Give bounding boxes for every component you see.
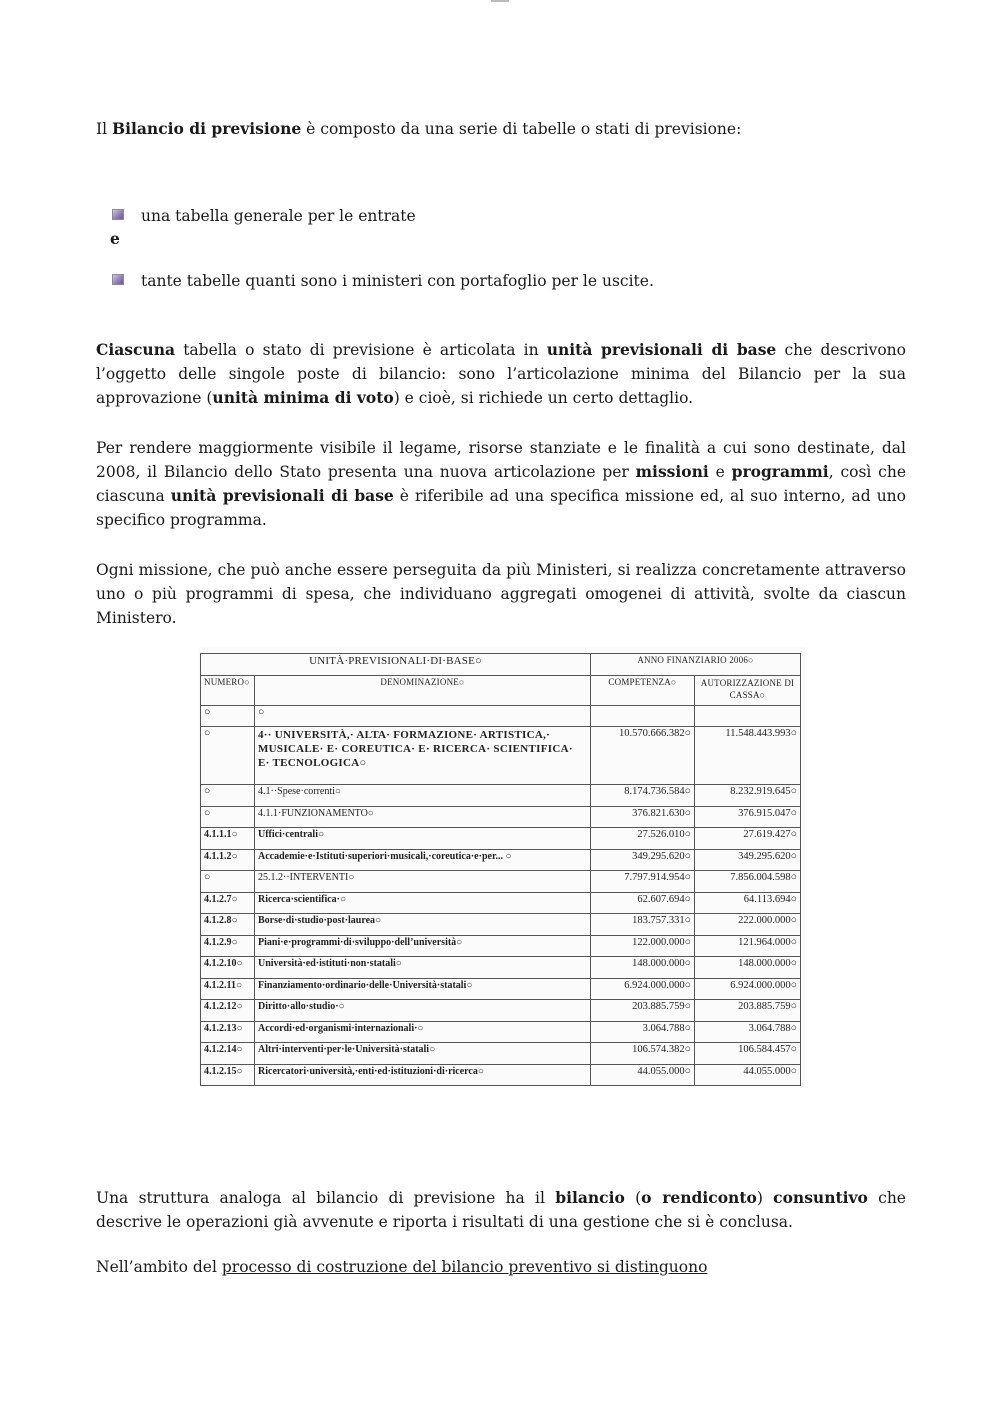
cell-comp: 148.000.000○ xyxy=(591,957,695,979)
budget-table xyxy=(200,653,801,1086)
cell-comp: 27.526.010○ xyxy=(591,828,695,850)
conjunction-label: e xyxy=(110,229,120,248)
cell-code: 4.1.2.10○ xyxy=(201,957,255,979)
text-span: ) e cioè, si richiede un certo dettaglio. xyxy=(393,389,694,407)
cell-code: 4.1.2.11○ xyxy=(201,978,255,1000)
cell-comp: 122.000.000○ xyxy=(591,935,695,957)
col-competenza: COMPETENZA○ xyxy=(591,675,695,705)
bold-term: missioni xyxy=(635,462,709,481)
table-subheader-row xyxy=(201,675,801,705)
table-row xyxy=(201,806,801,828)
paragraph-processo xyxy=(96,1255,906,1279)
cell-comp: 8.174.736.584○ xyxy=(591,785,695,807)
cell-code: 4.1.2.9○ xyxy=(201,935,255,957)
cell-comp: 6.924.000.000○ xyxy=(591,978,695,1000)
cell-cassa: 106.584.457○ xyxy=(695,1043,801,1065)
cell-comp: 183.757.331○ xyxy=(591,914,695,936)
text-span: , così che ciascuna xyxy=(96,463,907,505)
bullet-text: tante tabelle quanti sono i ministeri con portafoglio per le uscite. xyxy=(141,272,654,290)
cell-code: 4.1.2.14○ xyxy=(201,1043,255,1065)
cell-cassa: 376.915.047○ xyxy=(695,806,801,828)
underlined-text: processo di costruzione del bilancio preventivo si distinguono xyxy=(221,1258,708,1276)
cell-code: ○ xyxy=(201,785,255,807)
table-row xyxy=(201,785,801,807)
table-row xyxy=(201,1000,801,1022)
cell-desc: Università·ed·istituti·non·statali○ xyxy=(255,957,591,979)
bold-term: unità previsionali di base xyxy=(546,340,777,359)
cell-cassa: 44.055.000○ xyxy=(695,1064,801,1086)
cell-cassa: 121.964.000○ xyxy=(695,935,801,957)
cell-desc: Diritto·allo·studio·○ xyxy=(255,1000,591,1022)
cell-code: 4.1.2.13○ xyxy=(201,1021,255,1043)
cell-cassa: 349.295.620○ xyxy=(695,849,801,871)
bold-term: unità previsionali di base xyxy=(170,486,394,505)
cell-cassa: 64.113.694○ xyxy=(695,892,801,914)
cell-cassa: 203.885.759○ xyxy=(695,1000,801,1022)
table-row xyxy=(201,935,801,957)
text-span: Nell’ambito del xyxy=(96,1258,222,1276)
table-row xyxy=(201,892,801,914)
bold-term: bilancio xyxy=(555,1188,625,1207)
bold-term: Ciascuna xyxy=(96,340,176,359)
cell-code: 4.1.2.15○ xyxy=(201,1064,255,1086)
table-row-empty xyxy=(201,705,801,727)
cell-desc: ○ xyxy=(255,705,591,727)
cell-comp: 3.064.788○ xyxy=(591,1021,695,1043)
col-denominazione: DENOMINAZIONE○ xyxy=(255,675,591,705)
cell-desc: 4·· UNIVERSITÀ,· ALTA· FORMAZIONE· ARTISTICA,· MUSICALE· E· COREUTICA· E· RICERCA· SCIENTIFICA· E· TECNOLOGICA○ xyxy=(255,727,591,785)
bold-term: o rendiconto xyxy=(641,1188,757,1207)
cell-code: 4.1.1.2○ xyxy=(201,849,255,871)
square-bullet-icon xyxy=(112,209,124,220)
cell-comp: 203.885.759○ xyxy=(591,1000,695,1022)
cell-desc: Ricerca·scientifica·○ xyxy=(255,892,591,914)
header-anno: ANNO FINANZIARIO 2006○ xyxy=(591,654,801,676)
cell-desc: Ricercatori·università,·enti·ed·istituzioni·di·ricerca○ xyxy=(255,1064,591,1086)
text-span: che descrivono l’oggetto delle singole poste di bilancio: sono l’articolazione minima del Bilancio per la sua approvazione ( xyxy=(96,341,906,407)
intro-text-post: è composto da una serie di tabelle o stati di previsione: xyxy=(301,120,742,138)
paragraph-missioni xyxy=(96,436,906,532)
header-mark xyxy=(491,0,509,2)
paragraph-consuntivo xyxy=(96,1186,906,1234)
cell-code: ○ xyxy=(201,871,255,893)
cell-comp: 10.570.666.382○ xyxy=(591,727,695,785)
square-bullet-icon xyxy=(112,274,124,285)
table-header-row xyxy=(201,654,801,676)
cell-cassa: 7.856.004.598○ xyxy=(695,871,801,893)
table-row xyxy=(201,871,801,893)
table-row xyxy=(201,1043,801,1065)
cell-code: ○ xyxy=(201,806,255,828)
intro-text-pre: Il xyxy=(96,120,113,138)
paragraph-ogni-missione: Ogni missione, che può anche essere perseguita da più Ministeri, si realizza concretamente attraverso uno o più programmi di spesa, che individuano aggregati omogenei di attività, svolte da ciascun Ministero. xyxy=(96,561,906,627)
text-span: è riferibile ad una specifica missione ed, al suo interno, ad uno specifico programma. xyxy=(96,487,906,529)
table-row xyxy=(201,1064,801,1086)
text-span: che descrive le operazioni già avvenute e riporta i risultati di una gestione che si è conclusa. xyxy=(96,1189,906,1231)
cell-comp: 62.607.694○ xyxy=(591,892,695,914)
cell-desc: 4.1··Spese·correnti○ xyxy=(255,785,591,807)
cell-cassa: 27.619.427○ xyxy=(695,828,801,850)
table-body xyxy=(201,785,801,1086)
cell-comp: 7.797.914.954○ xyxy=(591,871,695,893)
cell-desc: Accordi·ed·organismi·internazionali·○ xyxy=(255,1021,591,1043)
cell-desc: Piani·e·programmi·di·sviluppo·dell’università○ xyxy=(255,935,591,957)
text-span: ( xyxy=(624,1189,642,1207)
cell-desc: 4.1.1·FUNZIONAMENTO○ xyxy=(255,806,591,828)
cell-desc: Borse·di·studio·post·laurea○ xyxy=(255,914,591,936)
intro-bold-term: Bilancio di previsione xyxy=(112,119,302,138)
cell-code: ○ xyxy=(201,705,255,727)
intro-paragraph xyxy=(96,117,906,141)
cell-comp: 376.821.630○ xyxy=(591,806,695,828)
cell-cassa: 6.924.000.000○ xyxy=(695,978,801,1000)
header-unita: UNITÀ·PREVISIONALI·DI·BASE○ xyxy=(201,654,591,676)
cell-cassa: 222.000.000○ xyxy=(695,914,801,936)
cell-comp: 44.055.000○ xyxy=(591,1064,695,1086)
budget-table-image xyxy=(198,647,806,1085)
cell-desc: Altri·interventi·per·le·Università·statali○ xyxy=(255,1043,591,1065)
text-span: ) xyxy=(756,1189,774,1207)
cell-cassa xyxy=(695,705,801,727)
text-span: Per rendere maggiormente visibile il legame, risorse stanziate e le finalità a cui sono destinate, dal 2008, il Bilancio dello Stato presenta una nuova articolazione per xyxy=(96,439,906,481)
text-span: Una struttura analoga al bilancio di previsione ha il xyxy=(96,1189,556,1207)
cell-desc: 25.1.2··INTERVENTI○ xyxy=(255,871,591,893)
table-row xyxy=(201,828,801,850)
cell-comp xyxy=(591,705,695,727)
table-row xyxy=(201,1021,801,1043)
table-row xyxy=(201,914,801,936)
cell-code: 4.1.1.1○ xyxy=(201,828,255,850)
text-span: tabella o stato di previsione è articolata in xyxy=(175,341,547,359)
table-row xyxy=(201,978,801,1000)
cell-code: 4.1.2.12○ xyxy=(201,1000,255,1022)
cell-code: ○ xyxy=(201,727,255,785)
cell-code: 4.1.2.7○ xyxy=(201,892,255,914)
bullet-text: una tabella generale per le entrate xyxy=(141,207,416,225)
paragraph-ciascuna xyxy=(96,338,906,410)
table-row-mission xyxy=(201,727,801,785)
bold-term: programmi xyxy=(731,462,829,481)
col-numero: NUMERO○ xyxy=(201,675,255,705)
cell-cassa: 148.000.000○ xyxy=(695,957,801,979)
table-row xyxy=(201,849,801,871)
col-cassa: AUTORIZZAZIONE DI CASSA○ xyxy=(695,675,801,705)
cell-code: 4.1.2.8○ xyxy=(201,914,255,936)
table-row xyxy=(201,957,801,979)
bold-term: consuntivo xyxy=(773,1188,868,1207)
cell-comp: 349.295.620○ xyxy=(591,849,695,871)
cell-desc: Finanziamento·ordinario·delle·Università·statali○ xyxy=(255,978,591,1000)
cell-desc: Accademie·e·Istituti·superiori·musicali,·coreutica·e·per... ○ xyxy=(255,849,591,871)
cell-comp: 106.574.382○ xyxy=(591,1043,695,1065)
text-span: e xyxy=(708,463,732,481)
cell-desc: Uffici·centrali○ xyxy=(255,828,591,850)
cell-cassa: 3.064.788○ xyxy=(695,1021,801,1043)
cell-cassa: 11.548.443.993○ xyxy=(695,727,801,785)
bold-term: unità minima di voto xyxy=(212,388,394,407)
cell-cassa: 8.232.919.645○ xyxy=(695,785,801,807)
